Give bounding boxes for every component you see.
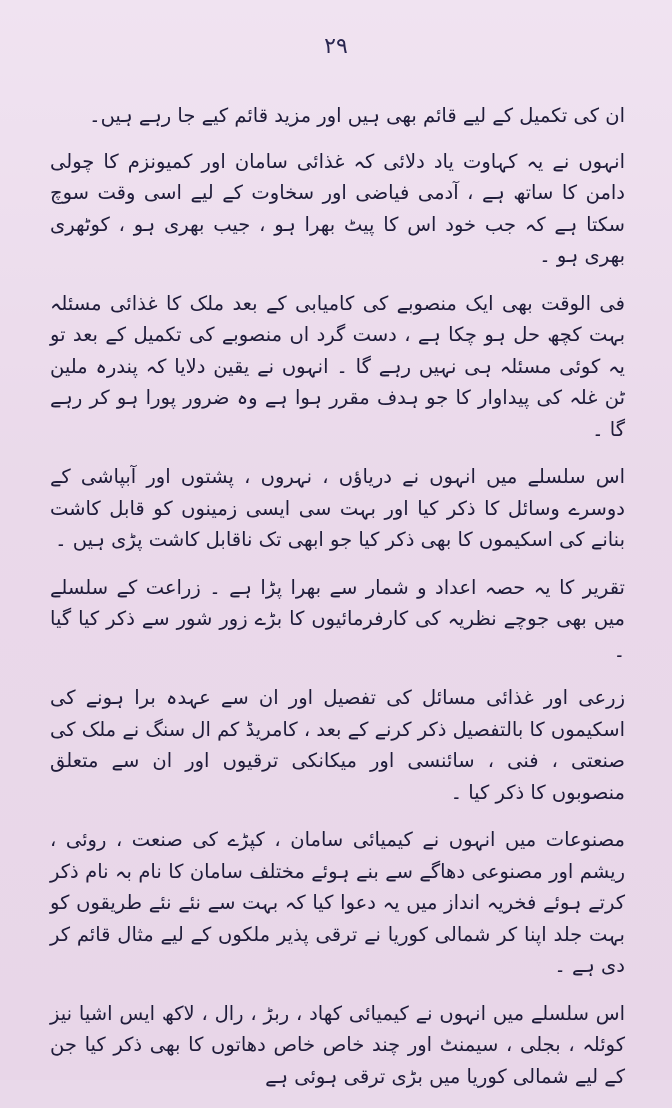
paragraph-1: ان کی تکمیل کے لیے قائم بھی ہیں اور مزید قائم کیے جا رہے ہیں۔ — [89, 104, 625, 127]
paragraph-3: فی الوقت بھی ایک منصوبے کی کامیابی کے بعد ملک کا غذائی مسئلہ بہت کچھ حل ہو چکا ہے ، دست گرد اں منصوبے کی تکمیل کے بعد تو یہ کوئی مسئلہ ہی نہیں رہے گا ۔ انہوں نے یقین دلایا کہ پندرہ ملین ٹن غلہ کی پیداوار کا جو ہدف مقرر ہوا ہے وہ ضرور پورا ہو کر رہے گا ۔ — [50, 291, 625, 441]
paragraph-4: اس سلسلے میں انہوں نے دریاؤں ، نہروں ، پشتوں اور آبپاشی کے دوسرے وسائل کا ذکر کیا اور بہت سی ایسی زمینوں کو قابل کاشت بنانے کی اسکیموں کا بھی ذکر کیا جو ابھی تک ناقابل کاشت پڑی ہیں ۔ — [50, 465, 625, 551]
paragraph-6: زرعی اور غذائی مسائل کی تفصیل اور ان سے عہدہ برا ہونے کی اسکیموں کا بالتفصیل ذکر کرنے کے بعد ، کامریڈ کم ال سنگ نے ملک کی صنعتی ، فنی ، سائنسی اور میکانکی ترقیوں اور ان سے متعلق منصوبوں کا ذکر کیا ۔ — [50, 686, 625, 804]
page-body — [50, 100, 625, 1108]
paragraph-8: اس سلسلے میں انہوں نے کیمیائی کھاد ، ربڑ ، رال ، لاکھ ایس اشیا نیز کوئلہ ، بجلی ، سیمنٹ اور چند خاص خاص دھاتوں کا بھی ذکر کیا جن کے لیے شمالی کوریا میں بڑی ترقی ہوئی ہے — [50, 1001, 625, 1088]
paragraph-7: مصنوعات میں انہوں نے کیمیائی سامان ، کپڑے کی صنعت ، روئی ، ریشم اور مصنوعی دھاگے سے بنے ہوئے مختلف سامان کا نام بہ نام ذکر کرتے ہوئے فخریہ انداز میں یہ دعوا کیا کہ بہت سے نئے نئے طریقوں کو بہت جلد اپنا کر شمالی کوریا نے ترقی پذیر ملکوں کے لیے مثال قائم کر دی ہے ۔ — [50, 828, 625, 977]
page-number: ۲۹ — [324, 34, 348, 59]
paragraph-2: انہوں نے یہ کہاوت یاد دلائی کہ غذائی سامان اور کمیونزم کا چولی دامن کا ساتھ ہے ، آدمی فیاضی اور سخاوت کے لیے اسی وقت سوچ سکتا ہے کہ جب خود اس کا پیٹ بھرا ہو ، جیب بھری ہو ، کوٹھری بھری ہو ۔ — [50, 149, 625, 267]
paragraph-5: تقریر کا یہ حصہ اعداد و شمار سے بھرا پڑا ہے ۔ زراعت کے سلسلے میں بھی جوچے نظریہ کی کارفرمائیوں کا بڑے زور شور سے ذکر کیا گیا ۔ — [50, 575, 625, 662]
